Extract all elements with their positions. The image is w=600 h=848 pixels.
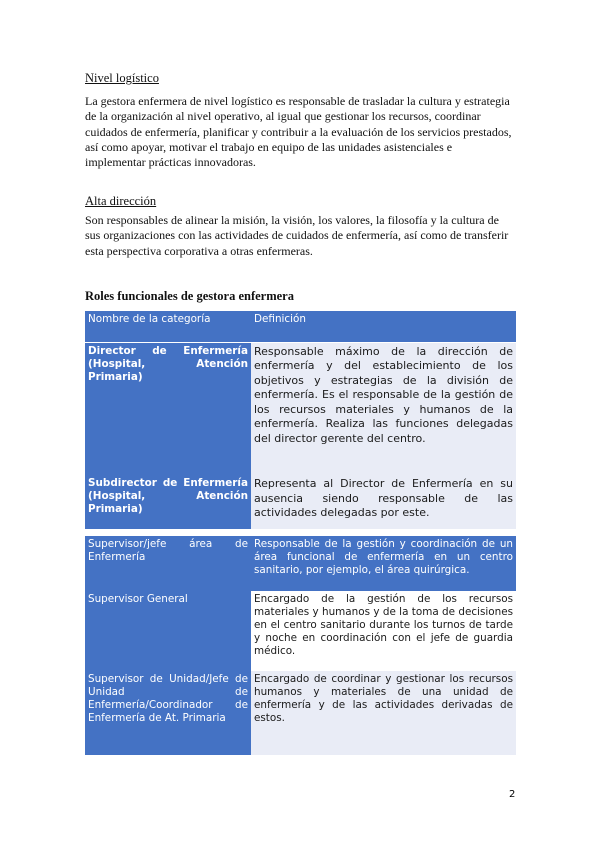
roles-table-1 bbox=[85, 311, 516, 529]
table-header-row bbox=[85, 311, 516, 342]
role-definition-supervisor-area: Responsable de la gestión y coordinación de un área funcional de enfermería en un centro sanitario, por ejemplo, el área quirúrgica. bbox=[251, 536, 516, 591]
role-definition-subdirector: Representa al Director de Enfermería en su ausencia siendo responsable de las actividades delegadas por este. bbox=[251, 475, 516, 529]
table-row bbox=[85, 536, 516, 591]
role-name-subdirector: Subdirector de Enfermería (Hospital, Atención Primaria) bbox=[85, 475, 251, 529]
table-row bbox=[85, 342, 516, 475]
section-heading-nivel-logistico: Nivel logístico bbox=[85, 71, 159, 85]
roles-table-2 bbox=[85, 536, 516, 755]
page-number: 2 bbox=[509, 789, 516, 800]
role-name-supervisor-unidad: Supervisor de Unidad/Jefe de Unidad de Enfermería/Coordinador de Enfermería de At. Primaria bbox=[85, 671, 251, 755]
role-definition-supervisor-general: Encargado de la gestión de los recursos materiales y humanos y de la toma de decisiones en el centro sanitario durante los turnos de tarde y noche en coordinación con el jefe de guardia médico. bbox=[251, 591, 516, 671]
role-name-supervisor-general: Supervisor General bbox=[85, 591, 251, 671]
paragraph-alta-direccion: Son responsables de alinear la misión, la visión, los valores, la filosofía y la cultura de sus organizaciones con las actividades de cuidados de enfermería, así como de transferir esta perspectiva corporativa a otras enfermeras. bbox=[85, 213, 509, 258]
section-heading-alta-direccion: Alta dirección bbox=[85, 194, 157, 208]
header-definition: Definición bbox=[251, 311, 516, 342]
role-name-supervisor-area: Supervisor/jefe área de Enfermería bbox=[85, 536, 251, 591]
paragraph-nivel-logistico: La gestora enfermera de nivel logístico es responsable de trasladar la cultura y estrategia de la organización al nivel operativo, al igual que gestionar los recursos, coordinar cuidados de enfermería, planificar y contribuir a la evaluación de los servicios prestados, así como apoyar, motivar el trabajo en equipo de las unidades asistenciales e implementar prácticas innovadoras. bbox=[85, 94, 512, 170]
role-name-director: Director de Enfermería (Hospital, Atención Primaria) bbox=[85, 342, 251, 475]
role-definition-supervisor-unidad: Encargado de coordinar y gestionar los recursos humanos y materiales de una unidad de enfermería y de las actividades derivadas de estos. bbox=[251, 671, 516, 755]
table-row bbox=[85, 475, 516, 529]
header-category: Nombre de la categoría bbox=[85, 311, 251, 342]
table-row bbox=[85, 591, 516, 671]
role-definition-director: Responsable máximo de la dirección de enfermería y del establecimiento de los objetivos y estrategias de la división de enfermería. Es el responsable de la gestión de los recursos materiales y humanos de la enfermería. Realiza las funciones delegadas del director gerente del centro. bbox=[251, 342, 516, 475]
table-row bbox=[85, 671, 516, 755]
table-title: Roles funcionales de gestora enfermera bbox=[85, 289, 294, 303]
